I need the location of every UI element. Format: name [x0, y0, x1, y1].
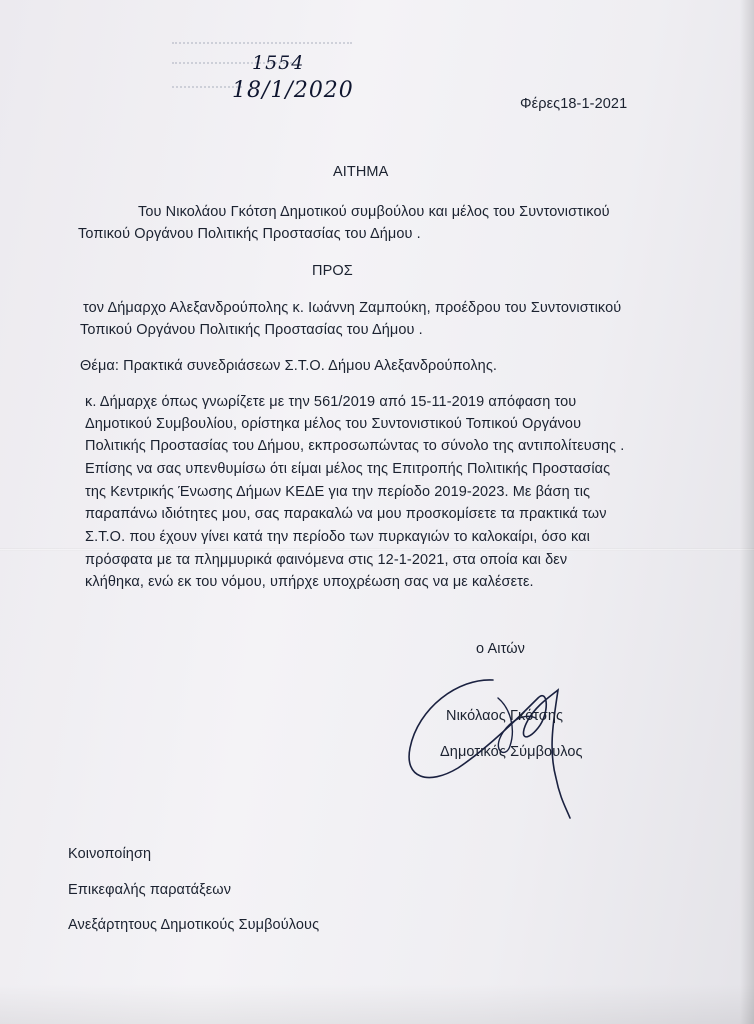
edge-shadow	[740, 0, 754, 1024]
body-line: παραπάνω ιδιότητες μου, σας παρακαλώ να μου προσκομίσετε τα πρακτικά των	[85, 506, 607, 522]
body-line: Πολιτικής Προστασίας του Δήμου, εκπροσωπώντας το σύνολο της αντιπολίτευσης .	[85, 438, 625, 454]
stamp-line	[172, 42, 352, 50]
to-line-1: τον Δήμαρχο Αλεξανδρούπολης κ. Ιωάννη Ζαμπούκη, προέδρου του Συντονιστικού	[83, 300, 622, 316]
protocol-date: 18/1/2020	[232, 78, 354, 103]
date-line: Φέρες18-1-2021	[520, 96, 628, 112]
to-heading: ΠΡΟΣ	[312, 263, 353, 279]
signer-name: Νικόλαος Γκότσης	[446, 708, 564, 724]
body-line: κλήθηκα, ενώ εκ του νόμου, υπήρχε υποχρέωση σας να με καλέσετε.	[85, 574, 534, 590]
body-line: Σ.Τ.Ο. που έχουν γίνει κατά την περίοδο των πυρκαγιών το καλοκαίρι, όσο και	[85, 529, 590, 545]
closing: ο Αιτών	[476, 641, 525, 657]
cc-heading: Κοινοποίηση	[68, 846, 152, 862]
paper-fold	[0, 548, 754, 551]
protocol-number: 1554	[252, 52, 305, 74]
body-line: της Κεντρικής Ένωσης Δήμων ΚΕΔΕ για την περίοδο 2019-2023. Με βάση τις	[85, 484, 591, 500]
to-line-2: Τοπικού Οργάνου Πολιτικής Προστασίας του Δήμου .	[80, 322, 423, 338]
cc-item: Ανεξάρτητους Δημοτικούς Συμβούλους	[68, 917, 320, 933]
from-line-1: Του Νικολάου Γκότση Δημοτικού συμβούλου και μέλος του Συντονιστικού	[138, 204, 610, 220]
cc-item: Επικεφαλής παρατάξεων	[68, 882, 232, 898]
body-line: πρόσφατα με τα πλημμυρικά φαινόμενα στις 12-1-2021, στα οποία και δεν	[85, 552, 568, 568]
body-line: Επίσης να σας υπενθυμίσω ότι είμαι μέλος της Επιτροπής Πολιτικής Προστασίας	[85, 461, 611, 477]
body-line: κ. Δήμαρχε όπως γνωρίζετε με την 561/2019 από 15-11-2019 απόφαση του	[85, 394, 577, 410]
bottom-shadow	[0, 984, 754, 1024]
document-title: ΑΙΤΗΜΑ	[333, 164, 389, 180]
from-line-2: Τοπικού Οργάνου Πολιτικής Προστασίας του Δήμου .	[78, 226, 421, 242]
body-line: Δημοτικού Συμβουλίου, ορίστηκα μέλος του Συντονιστικού Τοπικού Οργάνου	[85, 416, 582, 432]
signer-title: Δημοτικός Σύμβουλος	[440, 744, 583, 760]
subject-line: Θέμα: Πρακτικά συνεδριάσεων Σ.Τ.Ο. Δήμου Αλεξανδρούπολης.	[80, 358, 498, 374]
